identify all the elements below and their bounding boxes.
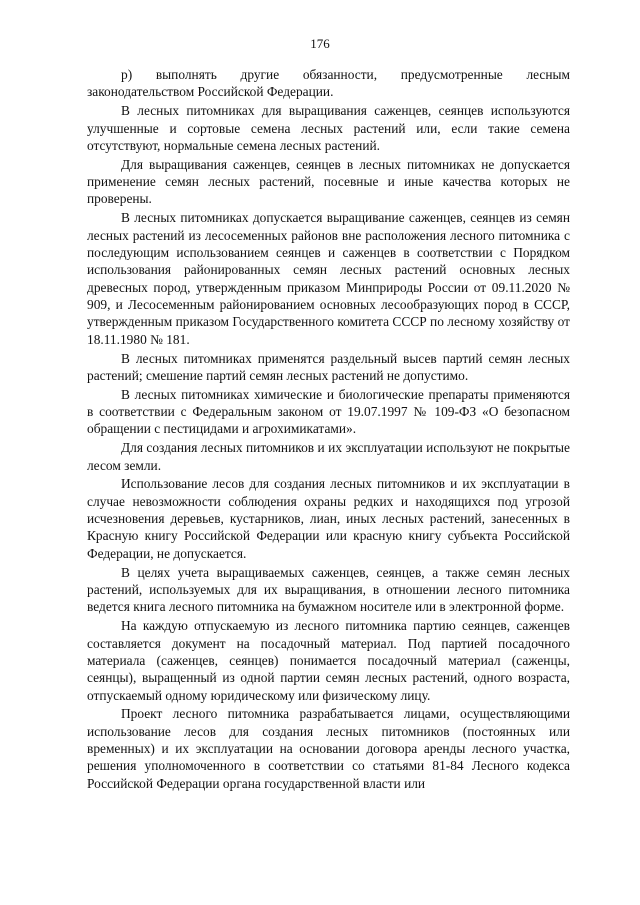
paragraph-nursery-book: В целях учета выращиваемых саженцев, сеянцев, а также семян лесных растений, используемых для их выращивания, в отношении лесного питомника ведется книга лесного питомника на бумажном носителе или в электронной форме. bbox=[87, 564, 570, 615]
paragraph-planting-material: На каждую отпускаемую из лесного питомника партию сеянцев, саженцев составляется документ на посадочный материал. Под партией посадочного материала (саженцев, сеянцев) понимается посадочный материал (саженцы, сеянцы), выращенный из одной партии семян лесных растений, одного возраста, отпускаемый одному юридическому или физическому лицу. bbox=[87, 618, 570, 703]
paragraph-obligations: р) выполнять другие обязанности, предусмотренные лесным законодательством Российской Федерации. bbox=[87, 67, 570, 100]
document-body bbox=[87, 66, 570, 794]
paragraph-nursery-project: Проект лесного питомника разрабатывается лицами, осуществляющими использование лесов для создания лесных питомников (постоянных или временных) и их эксплуатации на основании договора аренды лесного участка, решения уполномоченного в соответствии со статьями 81-84 Лесного кодекса Российской Федерации органа государственной власти или bbox=[87, 706, 570, 791]
paragraph-seed-quality: В лесных питомниках для выращивания саженцев, сеянцев используются улучшенные и сортовые семена лесных растений или, если такие семена отсутствуют, нормальные семена лесных растений. bbox=[87, 103, 570, 153]
paragraph-unverified-seeds: Для выращивания саженцев, сеянцев в лесных питомниках не допускается применение семян лесных растений, посевные и иные качества которых не проверены. bbox=[87, 156, 570, 207]
paragraph-chemicals: В лесных питомниках химические и биологические препараты применяются в соответствии с Федеральным законом от 19.07.1997 № 109-ФЗ «О безопасном обращении с пестицидами и агрохимикатами». bbox=[87, 386, 570, 437]
paragraph-separate-sowing: В лесных питомниках применятся раздельный высев партий семян лесных растений; смешение партий семян лесных растений не допустимо. bbox=[87, 350, 570, 383]
page-number: 176 bbox=[310, 36, 330, 51]
paragraph-land-use: Для создания лесных питомников и их эксплуатации используют не покрытые лесом земли. bbox=[87, 440, 570, 473]
paragraph-seed-zones: В лесных питомниках допускается выращивание саженцев, сеянцев из семян лесных растений из лесосеменных районов вне расположения лесного питомника с последующим использованием сеянцев и саженцев в соответствии с Порядком использования районированных семян лесных растений основных лесных древесных пород, утвержденным приказом Минприроды России от 09.11.2020 № 909, и Лесосеменным районированием основных лесообразующих пород в СССР, утвержденным приказом Государственного комитета СССР по лесному хозяйству от 18.11.1980 № 181. bbox=[87, 210, 570, 347]
paragraph-red-book: Использование лесов для создания лесных питомников и их эксплуатации в случае невозможности соблюдения охраны редких и находящихся под угрозой исчезновения деревьев, кустарников, лиан, иных лесных растений, занесенных в Красную книгу Российской Федерации или красную книгу субъекта Российской Федерации, не допускается. bbox=[87, 476, 570, 561]
